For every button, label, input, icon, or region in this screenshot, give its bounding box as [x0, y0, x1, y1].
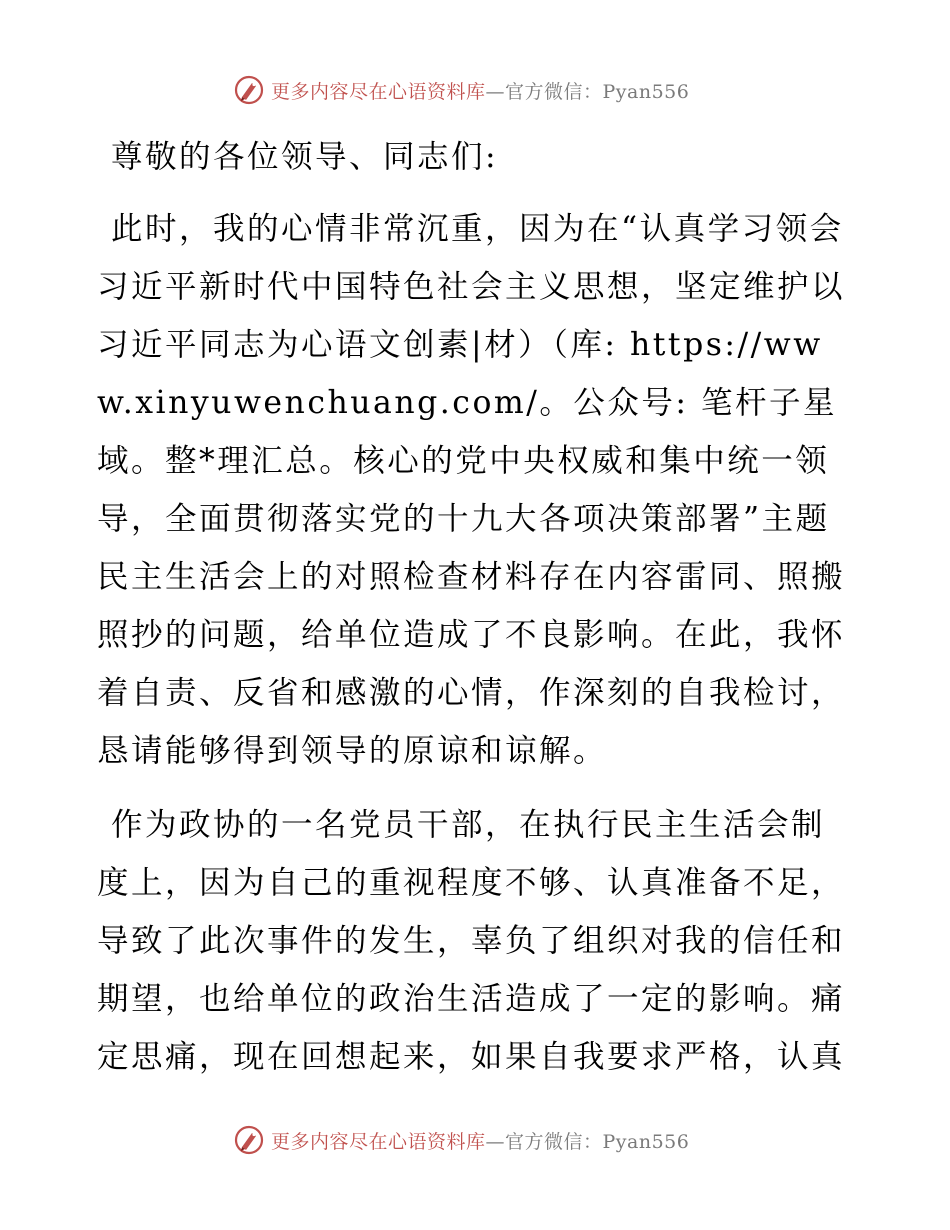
header-watermark	[233, 71, 689, 109]
pen-logo-icon	[233, 1124, 265, 1156]
pen-logo-icon	[233, 74, 265, 106]
footer-watermark	[233, 1121, 689, 1159]
watermark-separator: —	[485, 1130, 506, 1153]
paragraph-2: 作为政协的一名党员干部，在执行民主生活会制度上，因为自己的重视程度不够、认真准备不足，导致了此次事件的发生，辜负了组织对我的信任和期望，也给单位的政治生活造成了一定的影响。痛定思痛，现在回想起来，如果自我要求严格，认真	[97, 807, 846, 1075]
watermark-brand-text: 更多内容尽在心语资料库	[271, 1130, 486, 1153]
document-body	[97, 128, 857, 1102]
paragraph-1: 此时，我的心情非常沉重，因为在“认真学习领会习近平新时代中国特色社会主义思想，坚定维护以习近平同志为心语文创素|材）（库: https://www.xinyuwenchuang.com/。公众号: 笔杆子星域。整*理汇总。核心的党中央权威和集中统一领导，全面贯彻落实党的十九大各项决策部署”主题民主生活会上的对照检查材料存在内容雷同、照搬照抄的问题，给单位造成了不良影响。在此，我怀着自责、反省和感激的心情，作深刻的自我检讨，恳请能够得到领导的原谅和谅解。	[97, 211, 846, 769]
salutation: 尊敬的各位领导、同志们:	[111, 139, 499, 175]
watermark-contact-text: 官方微信：Pyan556	[505, 80, 690, 103]
watermark-brand-text: 更多内容尽在心语资料库	[271, 80, 486, 103]
watermark-separator: —	[485, 80, 506, 103]
watermark-contact-text: 官方微信：Pyan556	[505, 1130, 690, 1153]
